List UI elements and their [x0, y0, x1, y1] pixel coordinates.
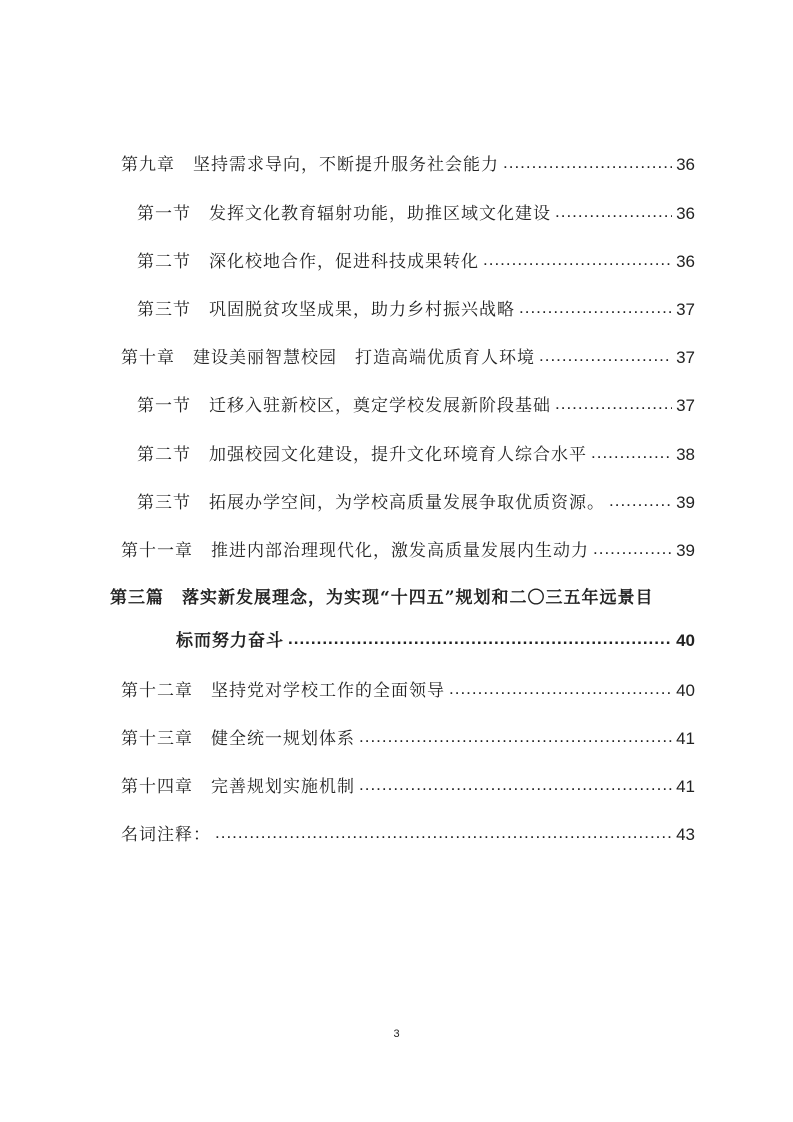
toc-entry-label: 第一节 发挥文化教育辐射功能，助推区域文化建设	[137, 204, 551, 224]
dot-leader	[555, 394, 672, 411]
toc-entry-chapter-10[interactable]	[121, 343, 695, 368]
dot-leader	[609, 491, 672, 508]
dot-leader	[359, 775, 672, 792]
toc-entry-page: 40	[676, 681, 695, 700]
toc-entry-part-3-title[interactable]: 第三篇 落实新发展理念，为实现“十四五”规划和二〇三五年远景目	[110, 588, 654, 608]
toc-entry-page: 41	[676, 777, 695, 796]
toc-entry-chapter-10-section-3[interactable]	[137, 488, 695, 513]
toc-entry-label: 第十一章 推进内部治理现代化，激发高质量发展内生动力	[121, 541, 589, 561]
toc-entry-label: 第一节 迁移入驻新校区，奠定学校发展新阶段基础	[137, 396, 551, 416]
page-number: 3	[393, 1028, 400, 1040]
toc-entry-label: 第十三章 健全统一规划体系	[121, 729, 355, 749]
toc-entry-page: 36	[676, 204, 695, 223]
dot-leader	[555, 202, 672, 219]
toc-entry-page: 39	[676, 493, 695, 512]
toc-entry-chapter-12[interactable]	[121, 676, 695, 701]
dot-leader	[519, 298, 672, 315]
toc-entry-chapter-11[interactable]	[121, 536, 695, 561]
dot-leader	[591, 443, 672, 460]
dot-leader	[593, 539, 672, 556]
toc-entry-label: 第三节 巩固脱贫攻坚成果，助力乡村振兴战略	[137, 300, 515, 320]
toc-entry-page: 43	[676, 825, 695, 844]
toc-entry-label: 第三节 拓展办学空间，为学校高质量发展争取优质资源。	[137, 493, 605, 513]
toc-entry-label: 第十章 建设美丽智慧校园 打造高端优质育人环境	[121, 348, 535, 368]
toc-entry-chapter-9-section-1[interactable]	[137, 199, 695, 224]
toc-entry-chapter-9[interactable]	[121, 150, 695, 175]
toc-entry-page: 37	[676, 300, 695, 319]
dot-leader	[359, 727, 672, 744]
toc-entry-chapter-13[interactable]	[121, 724, 695, 749]
toc-entry-page: 36	[676, 252, 695, 271]
toc-entry-page: 40	[676, 631, 695, 650]
toc-entry-page: 41	[676, 729, 695, 748]
toc-entry-label: 第二节 深化校地合作，促进科技成果转化	[137, 252, 479, 272]
toc-entry-page: 38	[676, 445, 695, 464]
toc-entry-page: 36	[676, 155, 695, 174]
dot-leader	[503, 153, 672, 170]
toc-entry-label: 第二节 加强校园文化建设，提升文化环境育人综合水平	[137, 445, 587, 465]
toc-entry-chapter-10-section-1[interactable]	[137, 391, 695, 416]
toc-entry-page: 37	[676, 348, 695, 367]
toc-entry-label: 第九章 坚持需求导向，不断提升服务社会能力	[121, 155, 499, 175]
dot-leader	[449, 679, 672, 696]
toc-entry-chapter-10-section-2[interactable]	[137, 440, 695, 465]
toc-entry-label: 第十四章 完善规划实施机制	[121, 777, 355, 797]
toc-entry-glossary[interactable]	[121, 820, 695, 845]
toc-entry-label: 标而努力奋斗	[176, 631, 284, 651]
toc-entry-chapter-14[interactable]	[121, 772, 695, 797]
dot-leader	[539, 346, 672, 363]
toc-entry-page: 37	[676, 396, 695, 415]
dot-leader	[288, 629, 672, 646]
dot-leader	[215, 823, 672, 840]
toc-entry-label: 第十二章 坚持党对学校工作的全面领导	[121, 681, 445, 701]
toc-entry-chapter-9-section-2[interactable]	[137, 247, 695, 272]
dot-leader	[483, 250, 672, 267]
toc-entry-chapter-9-section-3[interactable]	[137, 295, 695, 320]
toc-entry-part-3[interactable]	[176, 626, 695, 651]
toc-entry-label: 名词注释：	[121, 825, 211, 845]
toc-entry-page: 39	[676, 541, 695, 560]
